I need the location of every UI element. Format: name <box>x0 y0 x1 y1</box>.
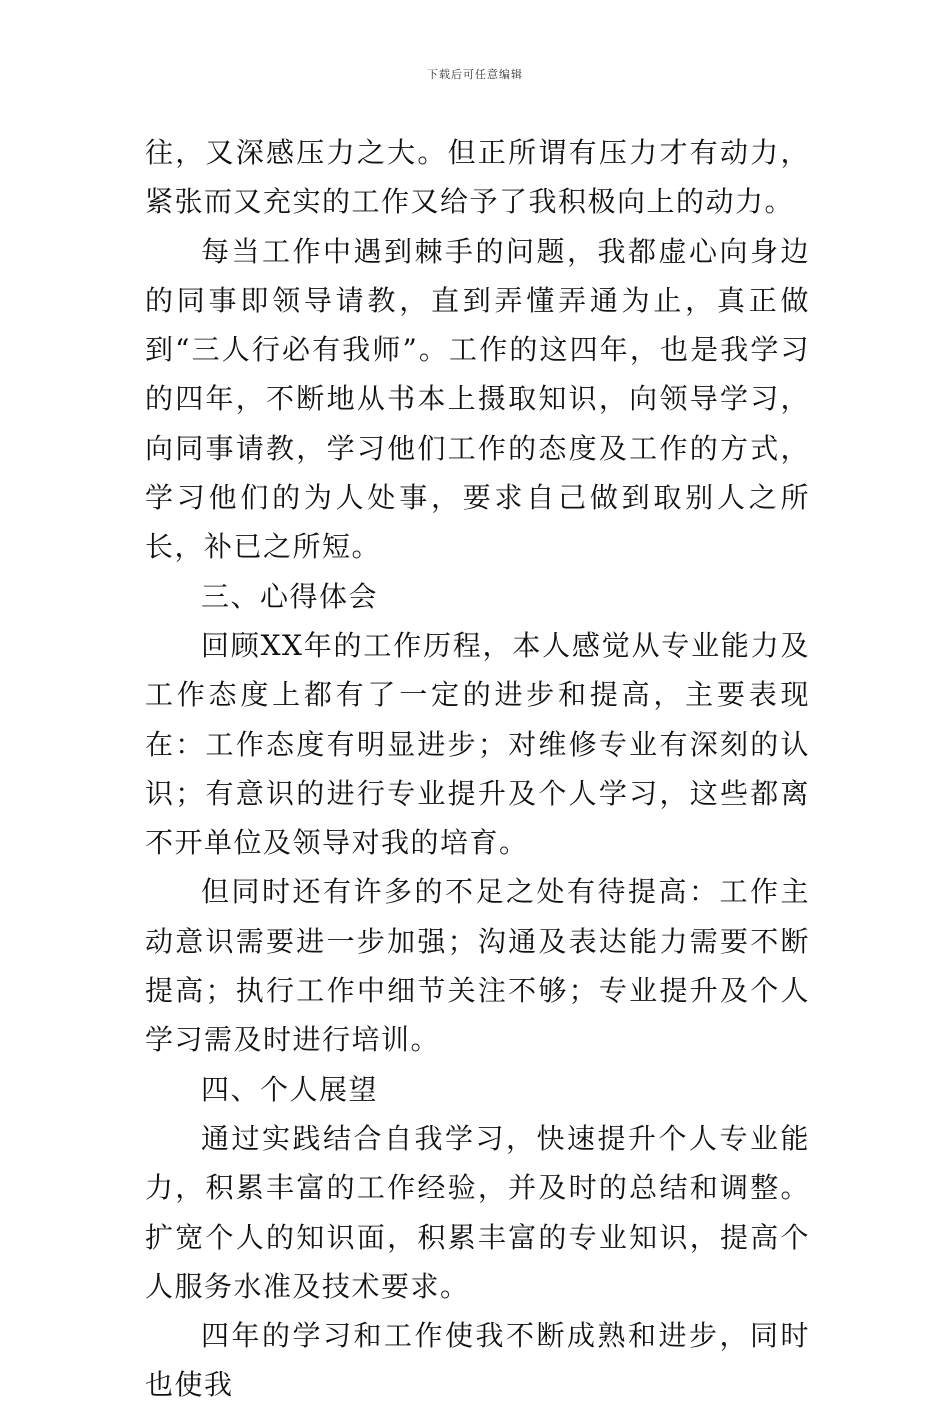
section-heading: 三、心得体会 <box>201 579 379 613</box>
paragraph: 每当工作中遇到棘手的问题，我都虚心向身边的同事即领导请教，直到弄懂弄通为止，真正做到“三人行必有我师”。工作的这四年，也是我学习的四年，不断地从书本上摄取知识，向领导学习，向同事请教，学习他们工作的态度及工作的方式，学习他们的为人处事，要求自己做到取别人之所长，补已之所短。 <box>145 234 810 564</box>
section-heading: 四、个人展望 <box>201 1072 379 1106</box>
paragraph: 通过实践结合自我学习，快速提升个人专业能力，积累丰富的工作经验，并及时的总结和调整。扩宽个人的知识面，积累丰富的专业知识，提高个人服务水准及技术要求。 <box>145 1121 810 1303</box>
paragraph: 但同时还有许多的不足之处有待提高：工作主动意识需要进一步加强；沟通及表达能力需要不断提高；执行工作中细节关注不够；专业提升及个人学习需及时进行培训。 <box>145 875 810 1057</box>
page-header: 下载后可任意编辑 <box>427 68 523 81</box>
paragraph: 四年的学习和工作使我不断成熟和进步，同时也使我 <box>145 1319 810 1402</box>
paragraph: 往，又深感压力之大。但正所谓有压力才有动力，紧张而又充实的工作又给予了我积极向上的动力。 <box>145 136 810 219</box>
document-body <box>145 128 810 1410</box>
paragraph: 回顾XX年的工作历程，本人感觉从专业能力及工作态度上都有了一定的进步和提高，主要表现在：工作态度有明显进步；对维修专业有深刻的认识；有意识的进行专业提升及个人学习，这些都离不开单位及领导对我的培育。 <box>145 628 810 860</box>
